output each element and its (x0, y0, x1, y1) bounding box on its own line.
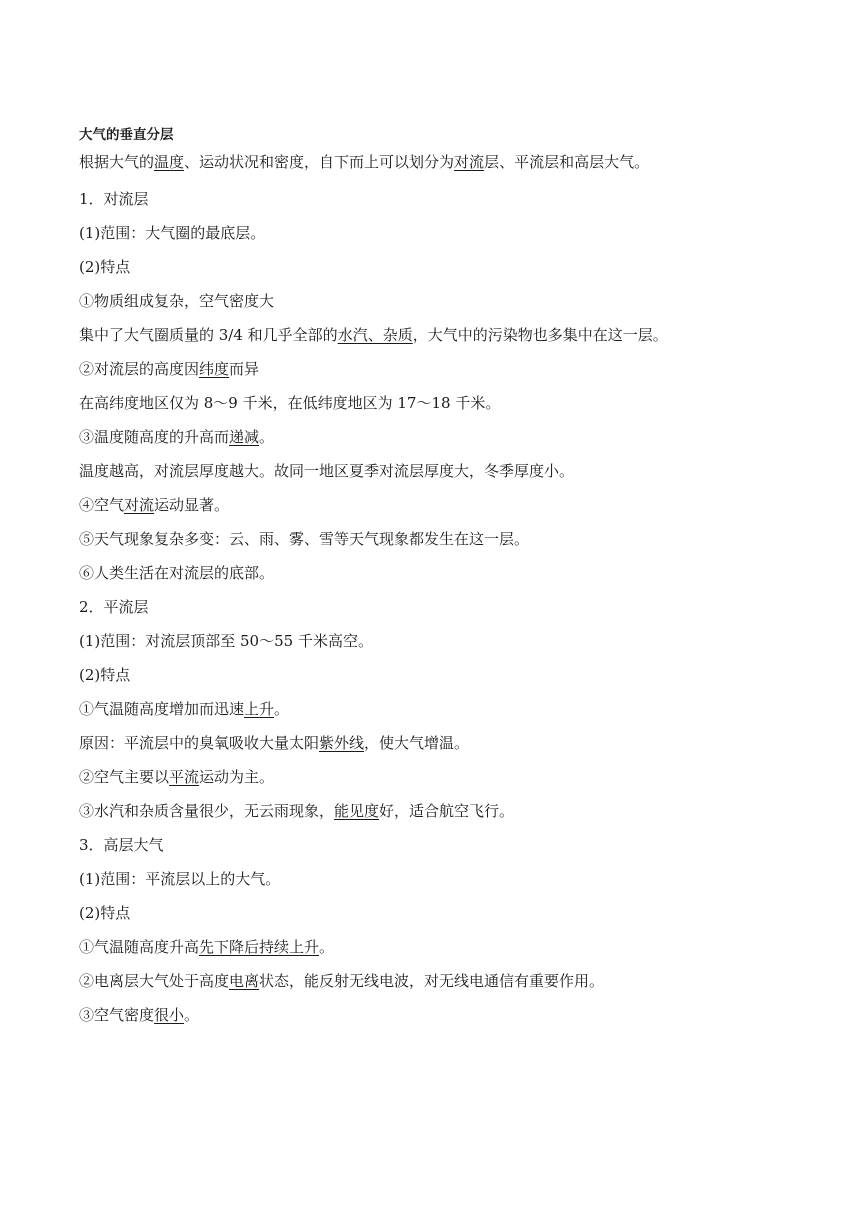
text-run: 好，适合航空飞行。 (379, 802, 515, 820)
text-run: ②对流层的高度因 (79, 360, 200, 378)
text-run: 1．对流层 (79, 190, 149, 208)
paragraph-line (79, 930, 779, 964)
paragraph-line (79, 318, 779, 352)
paragraph-line (79, 386, 779, 420)
underlined-key-term: 能见度 (334, 802, 380, 820)
paragraph-line (79, 420, 779, 454)
paragraph-line (79, 216, 779, 250)
underlined-key-term: 纬度 (199, 360, 230, 378)
paragraph-line (79, 794, 779, 828)
text-run: ③温度随高度的升高而 (79, 428, 230, 446)
underlined-key-term: 上升 (244, 700, 275, 718)
text-run: 层、平流层和高层大气。 (484, 153, 650, 171)
underlined-key-term: 递减 (229, 428, 260, 446)
paragraph-line (79, 352, 779, 386)
paragraph-line (79, 760, 779, 794)
paragraph-line (79, 284, 779, 318)
text-run: 温度越高，对流层厚度越大。故同一地区夏季对流层厚度大，冬季厚度小。 (79, 462, 575, 480)
text-run: ①气温随高度升高 (79, 938, 200, 956)
text-run: 3．高层大气 (79, 836, 164, 854)
text-run: ③空气密度 (79, 1006, 155, 1024)
underlined-key-term: 水汽、杂质 (337, 326, 413, 344)
text-run: ①气温随高度增加而迅速 (79, 700, 245, 718)
text-run: 。 (319, 938, 335, 956)
text-run: ⑥人类生活在对流层的底部。 (79, 564, 275, 582)
text-run: 原因：平流层中的臭氧吸收大量太阳 (79, 734, 320, 752)
underlined-key-term: 温度 (154, 153, 185, 171)
text-run: 根据大气的 (79, 153, 155, 171)
text-run: 。 (274, 700, 290, 718)
underlined-key-term: 平流 (169, 768, 200, 786)
text-run: 。 (259, 428, 275, 446)
paragraph-line (79, 182, 779, 216)
underlined-key-term: 对流 (124, 496, 155, 514)
paragraph-line (79, 964, 779, 998)
text-run: 集中了大气圈质量的 3/4 和几乎全部的 (79, 326, 338, 344)
section-heading: 大气的垂直分层 (79, 127, 174, 143)
paragraph-line (79, 896, 779, 930)
text-run: (2)特点 (79, 258, 131, 276)
text-run: (1)范围：平流层以上的大气。 (79, 870, 281, 888)
underlined-key-term: 电离 (229, 972, 260, 990)
underlined-key-term: 先下降后持续上升 (199, 938, 320, 956)
text-run: 而异 (229, 360, 260, 378)
paragraph-line (79, 862, 779, 896)
paragraph-line (79, 454, 779, 488)
paragraph-line (79, 148, 779, 176)
underlined-key-term: 很小 (154, 1006, 185, 1024)
underlined-key-term: 紫外线 (319, 734, 365, 752)
text-run: ④空气 (79, 496, 125, 514)
text-run: (2)特点 (79, 904, 131, 922)
paragraph-line (79, 488, 779, 522)
text-run: 。 (184, 1006, 200, 1024)
text-run: 状态，能反射无线电波，对无线电通信有重要作用。 (259, 972, 605, 990)
text-run: 、运动状况和密度，自下而上可以划分为 (184, 153, 455, 171)
text-run: 运动显著。 (154, 496, 230, 514)
paragraph-line (79, 522, 779, 556)
text-run: ，大气中的污染物也多集中在这一层。 (412, 326, 668, 344)
text-run: ②电离层大气处于高度 (79, 972, 230, 990)
text-run: ⑤天气现象复杂多变：云、雨、雾、雪等天气现象都发生在这一层。 (79, 530, 530, 548)
paragraph-line (79, 998, 779, 1032)
paragraph-line (79, 250, 779, 284)
text-run: (1)范围：大气圈的最底层。 (79, 224, 266, 242)
text-run: 2．平流层 (79, 598, 149, 616)
paragraph-line (79, 624, 779, 658)
text-run: ，使大气增温。 (364, 734, 470, 752)
paragraph-line (79, 828, 779, 862)
document-body (79, 148, 779, 1032)
text-run: 在高纬度地区仅为 8～9 千米，在低纬度地区为 17～18 千米。 (79, 394, 501, 412)
paragraph-line (79, 556, 779, 590)
paragraph-line (79, 590, 779, 624)
text-run: (1)范围：对流层顶部至 50～55 千米高空。 (79, 632, 373, 650)
paragraph-line (79, 692, 779, 726)
paragraph-line (79, 658, 779, 692)
text-run: ①物质组成复杂，空气密度大 (79, 292, 275, 310)
text-run: ②空气主要以 (79, 768, 170, 786)
text-run: 运动为主。 (199, 768, 275, 786)
document-page (79, 124, 779, 1032)
underlined-key-term: 对流 (454, 153, 485, 171)
text-run: (2)特点 (79, 666, 131, 684)
text-run: ③水汽和杂质含量很少，无云雨现象， (79, 802, 335, 820)
paragraph-line (79, 726, 779, 760)
